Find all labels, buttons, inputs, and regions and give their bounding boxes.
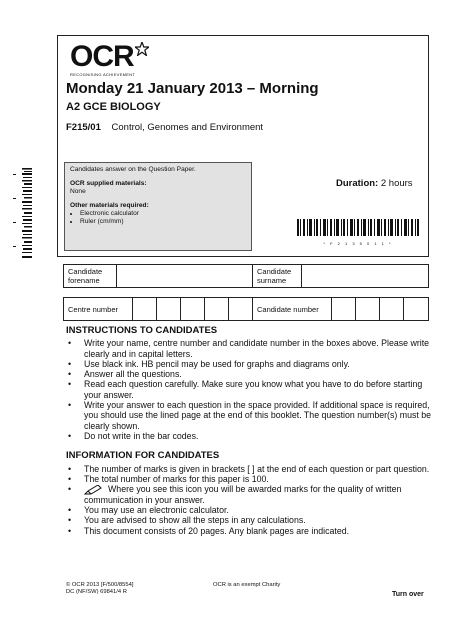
centre-digit-box[interactable] xyxy=(229,298,253,321)
list-item: • The number of marks is given in brackets [ ] at the end of each question or part question. xyxy=(66,464,434,474)
centre-digit-box[interactable] xyxy=(205,298,229,321)
list-item: • Answer all the questions. xyxy=(66,369,434,379)
list-item: • The total number of marks for this paper is 100. xyxy=(66,474,434,484)
list-item: • Read each question carefully. Make sure you know what you have to do before starting your answer. xyxy=(66,379,434,400)
centre-number-label: Centre number xyxy=(64,298,133,321)
charity-note: OCR is an exempt Charity xyxy=(213,582,281,588)
candidate-number-table xyxy=(63,297,429,321)
centre-digit-box[interactable] xyxy=(181,298,205,321)
candidate-name-table xyxy=(63,264,429,288)
paper-barcode xyxy=(297,219,419,246)
centre-digit-box[interactable] xyxy=(133,298,157,321)
star-icon xyxy=(135,42,149,56)
forename-label: Candidate forename xyxy=(64,265,117,288)
other-heading: Other materials required: xyxy=(70,202,149,209)
surname-field[interactable] xyxy=(302,265,429,288)
surname-label: Candidate surname xyxy=(253,265,302,288)
supplied-heading: OCR supplied materials: xyxy=(70,180,147,187)
left-barcode xyxy=(10,168,34,260)
paper-code-line xyxy=(66,122,263,133)
candidate-digit-box[interactable] xyxy=(356,298,380,321)
ocr-logo: OCR RECOGNISING ACHIEVEMENT xyxy=(70,42,149,77)
centre-digit-box[interactable] xyxy=(157,298,181,321)
list-item: • Ruler (cm/mm) xyxy=(80,218,246,226)
forename-field[interactable] xyxy=(117,265,253,288)
information-heading: INFORMATION FOR CANDIDATES xyxy=(66,450,220,462)
list-item: • Electronic calculator xyxy=(80,210,246,218)
document-code: DC (NF/SW) 69841/4 R xyxy=(66,589,127,595)
qualification: A2 GCE BIOLOGY xyxy=(66,101,161,113)
answer-note: Candidates answer on the Question Paper. xyxy=(70,166,196,173)
footer-left xyxy=(66,582,133,596)
instructions-section xyxy=(66,326,434,536)
list-item: • Use black ink. HB pencil may be used for graphs and diagrams only. xyxy=(66,359,434,369)
candidate-digit-box[interactable] xyxy=(332,298,356,321)
paper-title: Control, Genomes and Environment xyxy=(111,122,264,133)
paper-code: F215/01 xyxy=(66,122,101,133)
instructions-heading: INSTRUCTIONS TO CANDIDATES xyxy=(66,325,218,336)
list-item: • Write your answer to each question in the space provided. If additional space is required, you should use the lined page at the end of this booklet. The question number(s) must be clearly shown. xyxy=(66,400,434,431)
copyright: © OCR 2013 [F/500/8554] xyxy=(66,582,134,588)
barcode-bars xyxy=(297,219,419,236)
list-item: • Where you see this icon you will be awarded marks for the quality of written communication in your answer. xyxy=(66,484,434,505)
barcode-text: * F 2 1 3 5 0 1 1 * xyxy=(323,241,393,246)
list-item: • You are advised to show all the steps in any calculations. xyxy=(66,515,434,525)
candidate-digit-box[interactable] xyxy=(380,298,404,321)
list-item: • Do not write in the bar codes. xyxy=(66,431,434,441)
turn-over: Turn over xyxy=(392,591,424,598)
list-item: • Write your name, centre number and candidate number in the boxes above. Please write clearly and in capital letters. xyxy=(66,338,434,359)
candidate-number-label: Candidate number xyxy=(253,298,332,321)
list-item: • This document consists of 20 pages. Any blank pages are indicated. xyxy=(66,526,434,536)
pencil-icon xyxy=(84,485,102,495)
supplied-value: None xyxy=(70,188,86,195)
list-item: • You may use an electronic calculator. xyxy=(66,505,434,515)
duration: Duration: 2 hours xyxy=(336,178,413,189)
materials-box xyxy=(64,162,252,251)
exam-date-title: Monday 21 January 2013 – Morning xyxy=(66,80,319,97)
candidate-digit-box[interactable] xyxy=(404,298,429,321)
